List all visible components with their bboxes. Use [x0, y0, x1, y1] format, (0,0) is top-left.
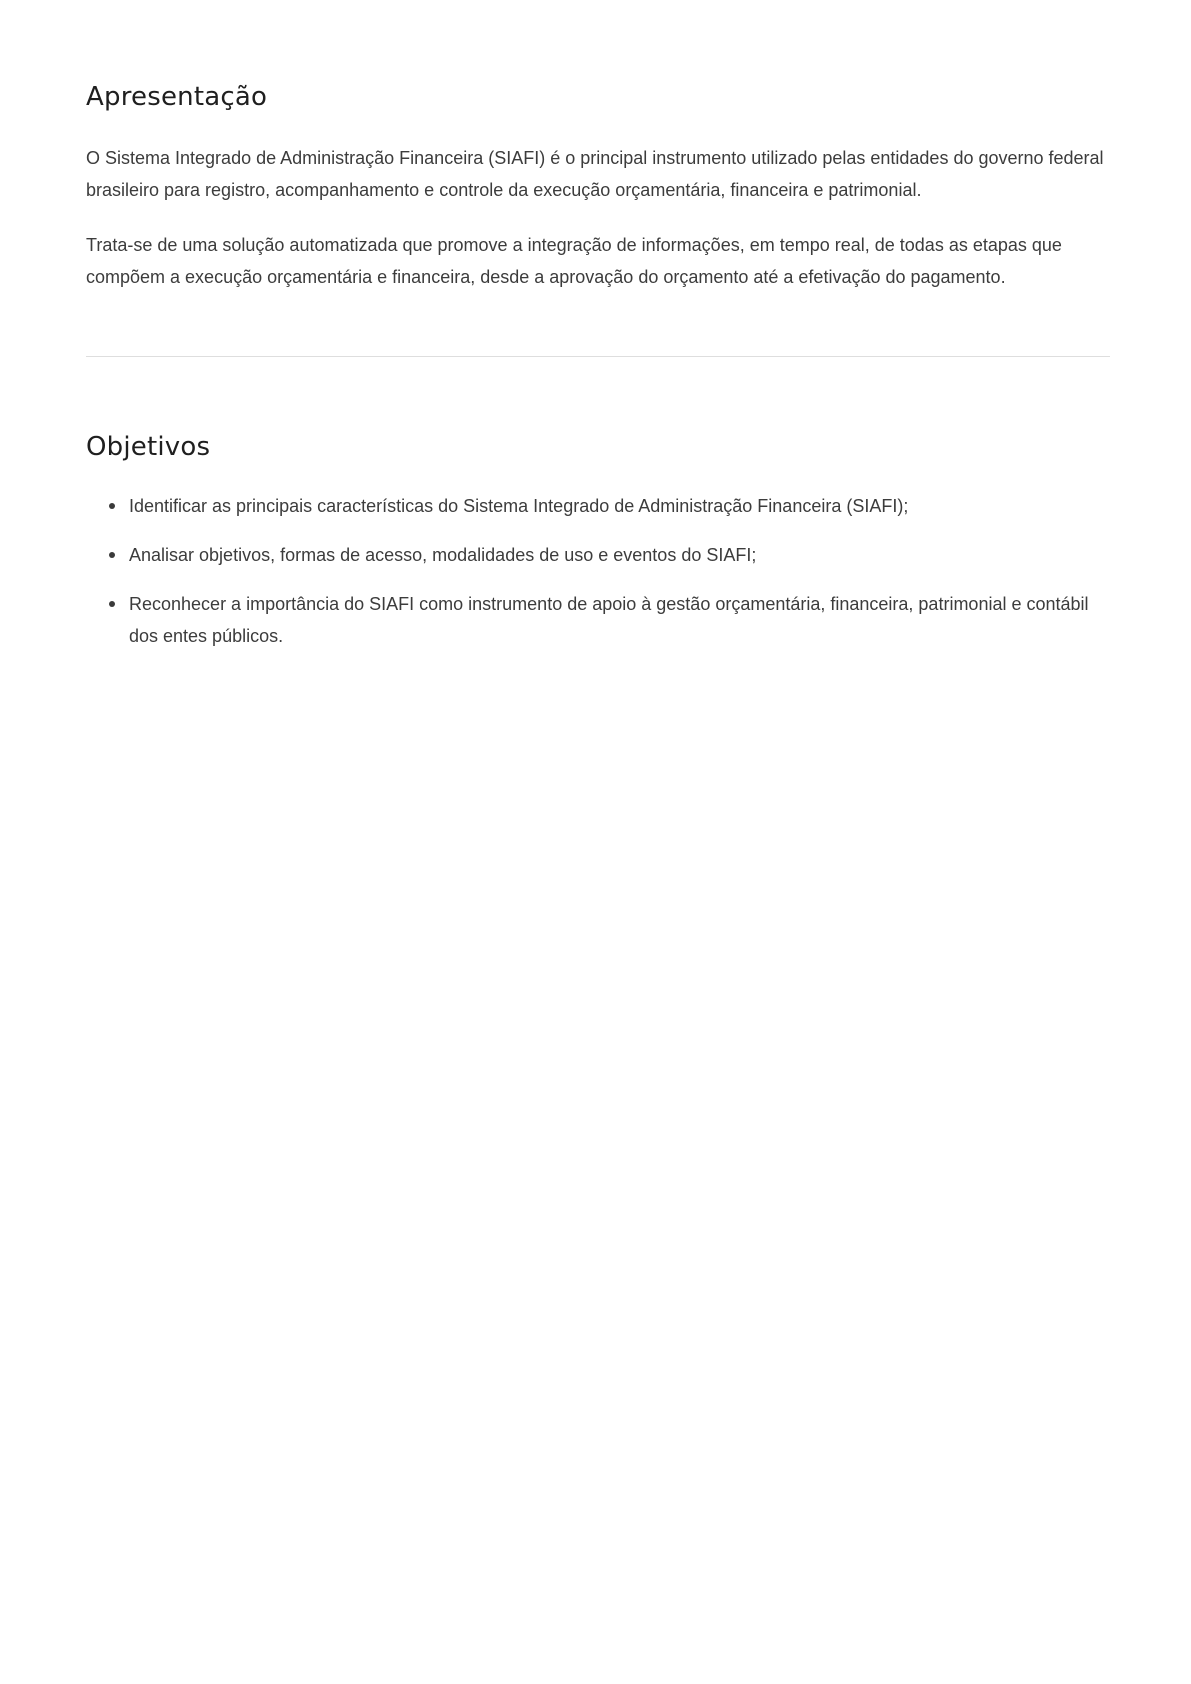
section-title-objetivos: Objetivos: [86, 432, 211, 462]
apresentacao-paragraph-2: Trata-se de uma solução automatizada que promove a integração de informações, em tempo real, de todas as etapas que compõem a execução orçamentária e financeira, desde a aprovação do orçamento até a efetivação do pagamento.: [86, 235, 1062, 287]
bullet-icon: [109, 503, 115, 509]
apresentacao-paragraph-1: O Sistema Integrado de Administração Financeira (SIAFI) é o principal instrumento utilizado pelas entidades do governo federal brasileiro para registro, acompanhamento e controle da execução orçamentária, financeira e patrimonial.: [86, 148, 1104, 200]
list-item-text: Analisar objetivos, formas de acesso, modalidades de uso e eventos do SIAFI;: [129, 545, 757, 565]
list-item-text: Reconhecer a importância do SIAFI como instrumento de apoio à gestão orçamentária, financeira, patrimonial e contábil dos entes públicos.: [129, 594, 1089, 646]
list-item-text: Identificar as principais características do Sistema Integrado de Administração Financeira (SIAFI);: [129, 496, 909, 516]
bullet-icon: [109, 552, 115, 558]
section-title-apresentacao: Apresentação: [86, 82, 268, 112]
list-item: [86, 539, 1110, 571]
bullet-icon: [109, 601, 115, 607]
objetivos-list: [86, 490, 1110, 669]
section-divider: [86, 356, 1110, 357]
list-item: [86, 490, 1110, 522]
list-item: [86, 588, 1110, 652]
